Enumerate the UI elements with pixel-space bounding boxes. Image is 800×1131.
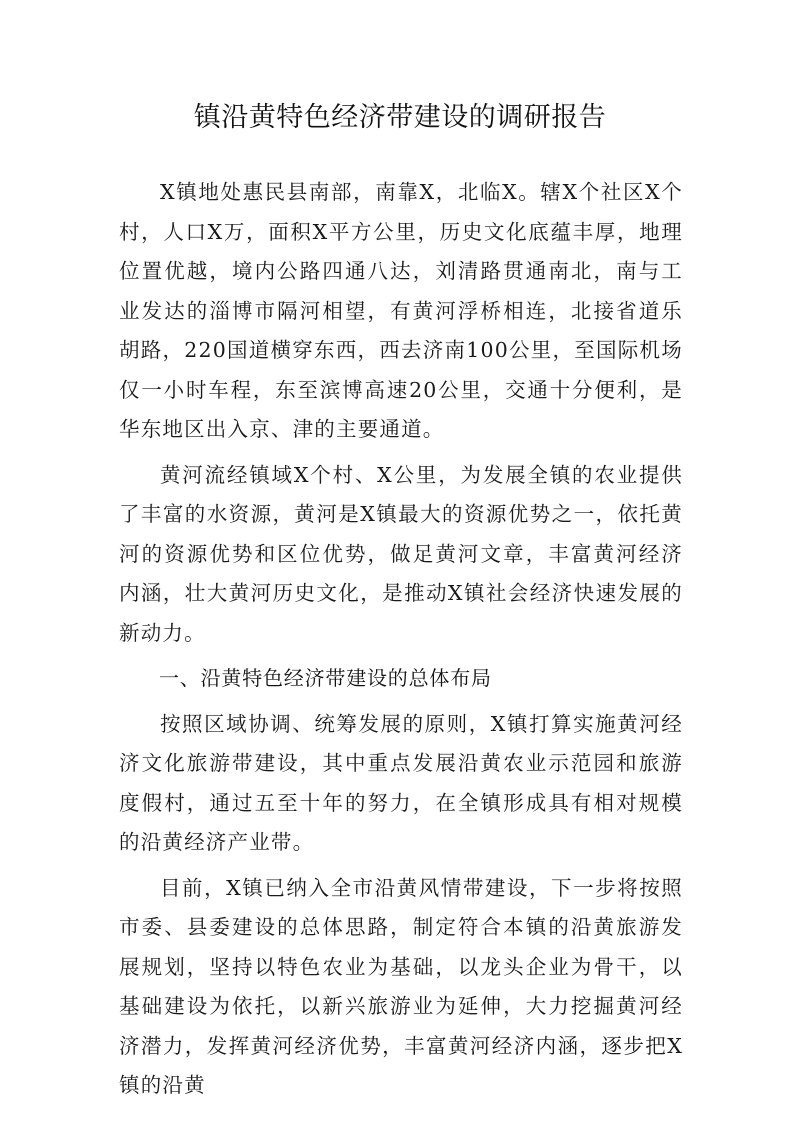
section-heading-overall-layout: 一、沿黄特色经济带建设的总体布局 xyxy=(159,666,492,690)
intro-paragraph-yellow-river: 黄河流经镇域X个村、X公里，为发展全镇的农业提供了丰富的水资源，黄河是X镇最大的资源优势之一，依托黄河的资源优势和区位优势，做足黄河文章，丰富黄河经济内涵，壮大黄河历史文化，是推动X镇社会经济快速发展的新动力。 xyxy=(119,462,683,645)
section-paragraph-plan: 按照区域协调、统筹发展的原则，X镇打算实施黄河经济文化旅游带建设，其中重点发展沿黄农业示范园和旅游度假村，通过五至十年的努力，在全镇形成具有相对规模的沿黄经济产业带。 xyxy=(119,711,683,854)
section-paragraph-current: 目前，X镇已纳入全市沿黄风情带建设，下一步将按照市委、县委建设的总体思路，制定符合本镇的沿黄旅游发展规划，坚持以特色农业为基础，以龙头企业为骨干，以基础建设为依托，以新兴旅游业为延伸，大力挖掘黄河经济潜力，发挥黄河经济优势，丰富黄河经济内涵，逐步把X镇的沿黄 xyxy=(119,875,683,1097)
document-body xyxy=(119,173,683,1112)
document-title: 镇沿黄特色经济带建设的调研报告 xyxy=(193,102,607,133)
intro-paragraph-location: X镇地处惠民县南部，南靠X，北临X。辖X个社区X个村，人口X万，面积X平方公里，历史文化底蕴丰厚，地理位置优越，境内公路四通八达，刘清路贯通南北，南与工业发达的淄博市隔河相望，有黄河浮桥相连，北接省道乐胡路，220国道横穿东西，西去济南100公里，至国际机场仅一小时车程，东至滨博高速20公里，交通十分便利，是华东地区出入京、津的主要通道。 xyxy=(119,180,683,441)
